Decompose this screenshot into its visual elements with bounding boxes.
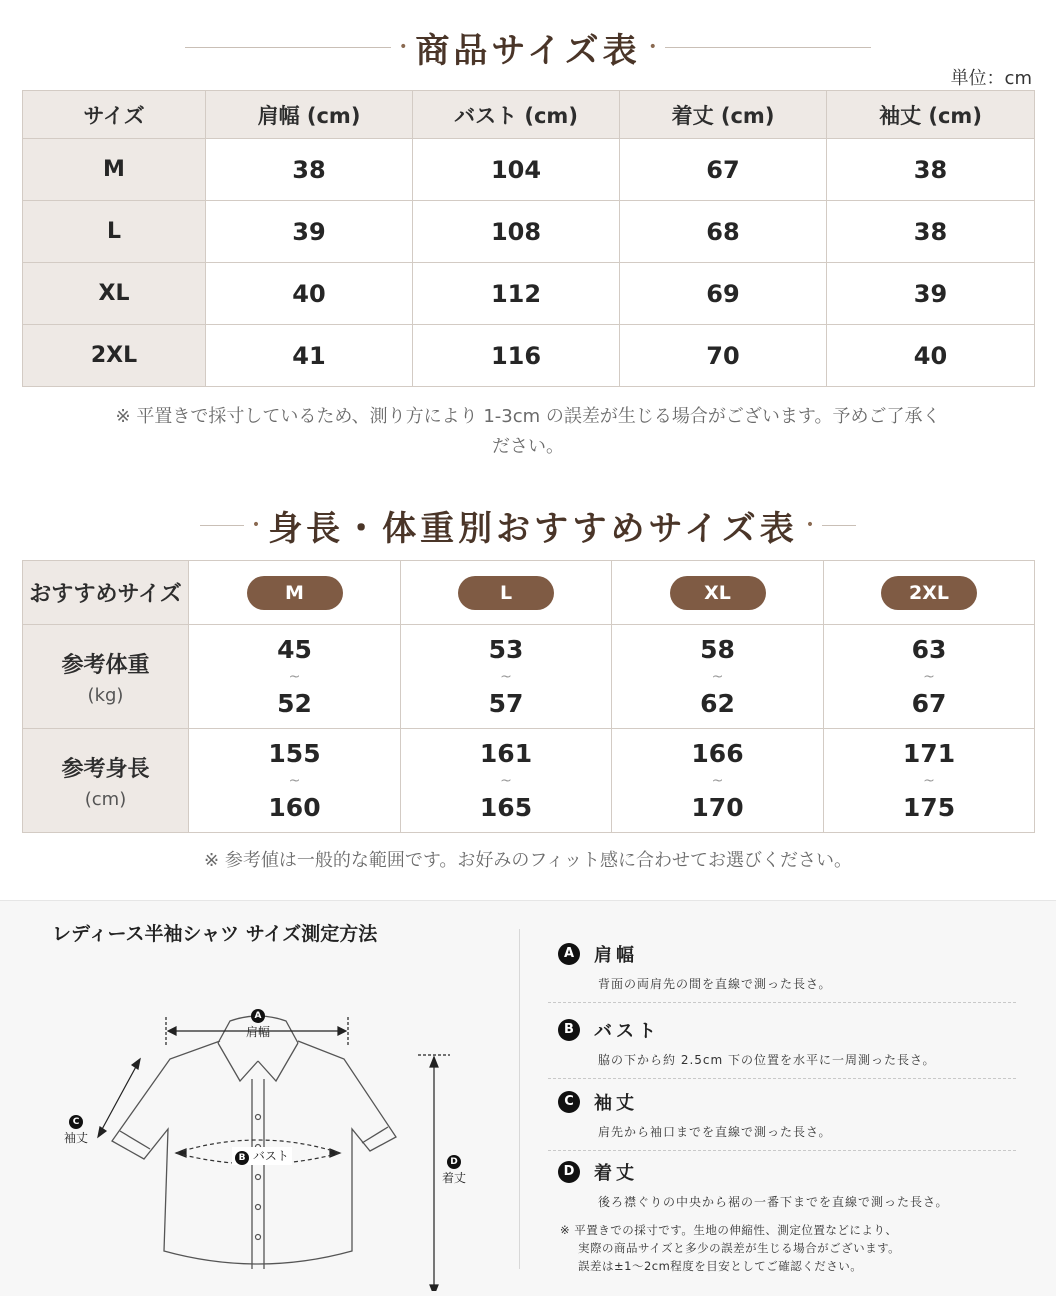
range-max: 165 — [479, 792, 533, 822]
cell-value: 104 — [413, 139, 620, 201]
weight-range-xl — [612, 625, 824, 729]
weight-label-cell — [23, 625, 189, 729]
cell-value: 38 — [827, 139, 1035, 201]
heading-rule-right — [822, 525, 856, 526]
table-row — [23, 263, 1035, 325]
diagram-d-text: 着丈 — [442, 1171, 467, 1185]
cell-value: 70 — [620, 325, 827, 387]
item-desc: 肩先から袖口までを直線で測った長さ。 — [598, 1125, 832, 1139]
cell-value: 40 — [827, 325, 1035, 387]
heading-dot-left: • — [251, 517, 261, 533]
marker-d-icon: D — [447, 1155, 461, 1169]
size-pill-l: L — [458, 576, 554, 610]
cell-value: 112 — [413, 263, 620, 325]
size-pill-m: M — [247, 576, 343, 610]
item-label: 袖丈 — [594, 1093, 638, 1114]
range-min: 45 — [277, 634, 312, 664]
cell-value: 39 — [206, 201, 413, 263]
row-size: XL — [23, 263, 206, 325]
item-desc: 後ろ襟ぐりの中央から裾の一番下までを直線で測った長さ。 — [598, 1195, 949, 1209]
cell-value: 39 — [827, 263, 1035, 325]
measure-item-b — [558, 1017, 1018, 1068]
circle-a-icon: A — [558, 943, 580, 965]
circle-d-icon: D — [558, 1161, 580, 1183]
range-min: 53 — [488, 634, 524, 664]
size-chart-note-line1: ※ 平置きで採寸しているため、測り方により 1-3cm の誤差が生じる場合がございます。予めご了承く — [115, 406, 941, 427]
item-desc: 脇の下から約 2.5cm 下の位置を水平に一周測った長さ。 — [598, 1053, 936, 1067]
shirt-illustration — [40, 951, 500, 1291]
height-range-l — [401, 729, 612, 833]
cell-value: 41 — [206, 325, 413, 387]
item-label: 着丈 — [594, 1163, 638, 1184]
table-row — [23, 325, 1035, 387]
row-size: 2XL — [23, 325, 206, 387]
item-separator — [548, 1078, 1016, 1079]
range-min: 63 — [911, 634, 947, 664]
item-desc: 背面の両肩先の間を直線で測った長さ。 — [598, 977, 832, 991]
measurement-title: レディース半袖シャツ サイズ測定方法 — [52, 923, 378, 945]
range-min: 166 — [691, 738, 744, 768]
size-pill-xl: XL — [670, 576, 766, 610]
measure-item-a — [558, 941, 1018, 992]
circle-c-icon: C — [558, 1091, 580, 1113]
header-length: 着丈 (cm) — [620, 91, 827, 139]
cell-value: 116 — [413, 325, 620, 387]
range-max: 175 — [902, 792, 956, 822]
weight-unit: (kg) — [87, 684, 124, 706]
cell-value: 38 — [827, 201, 1035, 263]
item-label: バスト — [594, 1021, 660, 1042]
range-max: 170 — [691, 792, 744, 822]
item-separator — [548, 1002, 1016, 1003]
recommend-table — [22, 560, 1035, 833]
height-unit: (cm) — [84, 788, 127, 810]
recommend-heading — [0, 502, 1056, 548]
range-max: 62 — [700, 688, 735, 718]
marker-c-icon: C — [69, 1115, 83, 1129]
table-row — [23, 201, 1035, 263]
cell-value: 69 — [620, 263, 827, 325]
recommend-title: 身長・体重別おすすめサイズ表 — [268, 508, 798, 549]
weight-label: 参考体重 — [61, 652, 150, 678]
range-min: 161 — [479, 738, 533, 768]
range-tilde: ~ — [923, 668, 935, 685]
range-max: 67 — [911, 688, 947, 718]
weight-row — [23, 625, 1035, 729]
size-chart-note — [40, 402, 1016, 462]
cell-value: 67 — [620, 139, 827, 201]
size-table — [22, 90, 1035, 387]
header-shoulder: 肩幅 (cm) — [206, 91, 413, 139]
size-chart-note-line2: ださい。 — [492, 436, 564, 457]
note-line: 誤差は±1〜2cm程度を目安としてご確認ください。 — [578, 1259, 863, 1273]
circle-b-icon: B — [558, 1019, 580, 1041]
height-label-cell — [23, 729, 189, 833]
range-tilde: ~ — [288, 772, 301, 789]
panel-divider — [519, 929, 520, 1269]
item-label: 肩幅 — [594, 945, 638, 966]
range-tilde: ~ — [500, 668, 512, 685]
header-size: サイズ — [23, 91, 206, 139]
header-sleeve: 袖丈 (cm) — [827, 91, 1035, 139]
range-min: 58 — [700, 634, 735, 664]
note-line: ※ 平置きでの採寸です。生地の伸縮性、測定位置などにより、 — [560, 1223, 898, 1237]
marker-b-icon: B — [235, 1151, 249, 1165]
row-size: L — [23, 201, 206, 263]
size-pill-2xl: 2XL — [881, 576, 977, 610]
heading-dot-left: • — [399, 39, 408, 55]
height-label: 参考身長 — [61, 756, 150, 782]
shirt-diagram — [40, 951, 500, 1291]
weight-range-l — [401, 625, 612, 729]
recommend-note: ※ 参考値は一般的な範囲です。お好みのフィット感に合わせてお選びください。 — [204, 850, 852, 871]
range-max: 57 — [488, 688, 524, 718]
unit-note: 単位：cm — [950, 68, 1032, 89]
height-row — [23, 729, 1035, 833]
diagram-label-d — [442, 1153, 466, 1186]
heading-dot-right: • — [805, 517, 815, 533]
range-min: 171 — [902, 738, 956, 768]
heading-rule-left — [200, 525, 244, 526]
recommend-size-row — [23, 561, 1035, 625]
cell-value: 108 — [413, 201, 620, 263]
diagram-label-c — [64, 1113, 88, 1146]
size-table-header-row — [23, 91, 1035, 139]
measurement-note — [560, 1221, 1030, 1275]
recommend-size-label: おすすめサイズ — [23, 561, 189, 625]
diagram-b-text: バスト — [252, 1149, 289, 1163]
diagram-a-text: 肩幅 — [246, 1025, 271, 1039]
range-tilde: ~ — [500, 772, 512, 789]
range-max: 160 — [268, 792, 321, 822]
range-max: 52 — [277, 688, 312, 718]
diagram-label-b — [232, 1147, 292, 1165]
marker-a-icon: A — [251, 1009, 265, 1023]
range-tilde: ~ — [288, 668, 301, 685]
height-range-xl — [612, 729, 824, 833]
measurement-panel — [0, 900, 1056, 1296]
range-tilde: ~ — [711, 668, 724, 685]
height-range-2xl — [824, 729, 1035, 833]
weight-range-2xl — [824, 625, 1035, 729]
range-tilde: ~ — [711, 772, 724, 789]
header-bust: バスト (cm) — [413, 91, 620, 139]
cell-value: 38 — [206, 139, 413, 201]
range-min: 155 — [268, 738, 321, 768]
size-chart-heading — [0, 24, 1056, 70]
measure-item-c — [558, 1089, 1018, 1140]
cell-value: 68 — [620, 201, 827, 263]
cell-value: 40 — [206, 263, 413, 325]
size-chart-title: 商品サイズ表 — [415, 30, 641, 71]
heading-rule-left — [185, 47, 391, 48]
table-row — [23, 139, 1035, 201]
weight-range-m — [189, 625, 401, 729]
diagram-label-a — [246, 1007, 270, 1040]
height-range-m — [189, 729, 401, 833]
heading-dot-right: • — [648, 39, 657, 55]
diagram-c-text: 袖丈 — [64, 1131, 89, 1145]
row-size: M — [23, 139, 206, 201]
item-separator — [548, 1150, 1016, 1151]
measure-item-d — [558, 1159, 1018, 1210]
range-tilde: ~ — [923, 772, 935, 789]
note-line: 実際の商品サイズと多少の誤差が生じる場合がございます。 — [578, 1241, 901, 1255]
heading-rule-right — [665, 47, 871, 48]
